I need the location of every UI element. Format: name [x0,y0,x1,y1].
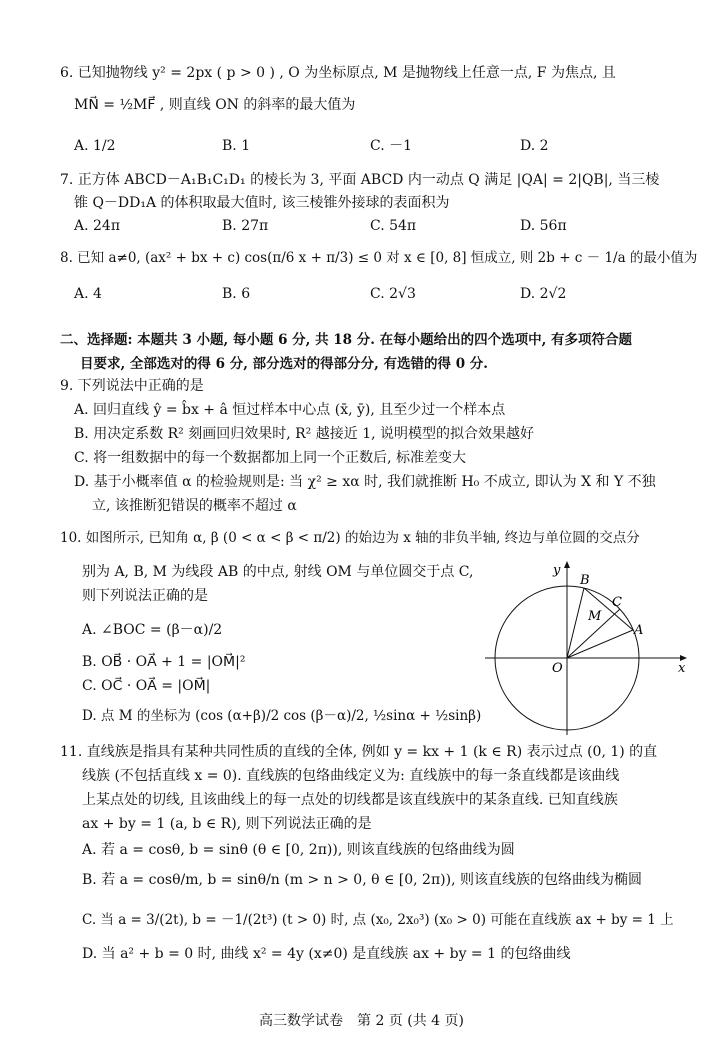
q7-line2: 锥 Q－DD₁A 的体积取最大值时, 该三棱锥外接球的表面积为 [74,195,450,211]
q9-option-a: A. 回归直线 ŷ = b̂x + â 恒过样本中心点 (x̄, ȳ), 且至少过一个样本点 [74,402,506,418]
label-b: B [580,573,590,588]
q7-option-b: B. 27π [222,218,269,234]
page-footer: 高三数学试卷 第 2 页 (共 4 页) [259,1013,464,1029]
q11-option-c: C. 当 a = 3/(2t), b = －1/(2t³) (t > 0) 时, 点 (x₀, 2x₀³) (x₀ > 0) 可能在直线族 ax + by = 1 上 [82,912,674,928]
q9-option-d-line2: 立, 该推断犯错误的概率不超过 α [92,498,297,514]
q6-line1: 6. 已知抛物线 y² = 2px ( p > 0 ) , O 为坐标原点, M 是抛物线上任意一点, F 为焦点, 且 [60,65,616,81]
q11-line2: 线族 (不包括直线 x = 0). 直线族的包络曲线定义为: 直线族中的每一条直线都是该曲线 [82,768,620,784]
q9-stem: 9. 下列说法中正确的是 [60,378,204,394]
segment-oa [567,630,633,658]
q10-line2: 别为 A, B, M 为线段 AB 的中点, 射线 OM 与单位圆交于点 C, [82,564,474,580]
q7-option-a: A. 24π [74,218,121,234]
q6-option-c: C. －1 [370,138,413,154]
q10-line1: 10. 如图所示, 已知角 α, β (0 < α < β < π/2) 的始边为 x 轴的非负半轴, 终边与单位圆的交点分 [60,530,640,546]
q10-option-d: D. 点 M 的坐标为 (cos (α+β)/2 cos (β－α)/2, ½sinα + ½sinβ) [82,708,482,724]
q8-line1: 8. 已知 a≠0, (ax² + bx + c) cos(π/6 x + π/3) ≤ 0 对 x ∈ [0, 8] 恒成立, 则 2b + c － 1/a 的最小值为 [60,250,698,266]
q8-option-b: B. 6 [222,286,251,302]
q8-option-d: D. 2√2 [520,286,567,302]
q10-option-c: C. OC⃗ · OA⃗ = |OM⃗| [82,678,211,694]
q11-option-a: A. 若 a = cosθ, b = sinθ (θ ∈ [0, 2π)), 则该直线族的包络曲线为圆 [82,842,515,858]
q10-option-b: B. OB⃗ · OA⃗ + 1 = |OM⃗|² [82,654,246,670]
q8-option-c: C. 2√3 [370,286,416,302]
section2-line2: 目要求, 全部选对的得 6 分, 部分选对的得部分分, 有选错的得 0 分. [80,356,488,372]
q7-line1: 7. 正方体 ABCD－A₁B₁C₁D₁ 的棱长为 3, 平面 ABCD 内一动点 Q 满足 |QA| = 2|QB|, 当三棱 [60,172,660,188]
label-y: y [553,563,561,578]
q8-option-a: A. 4 [74,286,102,302]
q11-line4: ax + by = 1 (a, b ∈ R), 则下列说法正确的是 [82,816,372,832]
label-c: C [612,595,622,610]
q10-option-a: A. ∠BOC = (β－α)/2 [82,622,223,638]
q7-option-c: C. 54π [370,218,417,234]
q10-line3: 则下列说法正确的是 [82,588,208,604]
q11-line1: 11. 直线族是指具有某种共同性质的直线的全体, 例如 y = kx + 1 (k ∈ R) 表示过点 (0, 1) 的直 [60,744,658,760]
segment-ob [567,588,584,658]
unit-circle-figure [480,560,695,740]
label-m: M [588,609,602,624]
q11-option-b: B. 若 a = cosθ/m, b = sinθ/n (m > n > 0, θ ∈ [0, 2π)), 则该直线族的包络曲线为椭圆 [82,872,642,888]
q11-option-d: D. 当 a² + b = 0 时, 曲线 x² = 4y (x≠0) 是直线族 ax + by = 1 的包络曲线 [82,946,571,962]
y-axis-arrow [564,561,570,568]
q11-line3: 上某点处的切线, 且该曲线上的每一点处的切线都是该直线族中的某条直线. 已知直线族 [82,792,618,808]
label-o: O [552,661,563,676]
q9-option-c: C. 将一组数据中的每一个数据都加上同一个正数后, 标准差变大 [74,450,467,466]
q6-line2: MN⃗ = ½MF⃗ , 则直线 ON 的斜率的最大值为 [74,97,356,113]
label-x: x [678,661,686,676]
label-a: A [634,623,644,638]
q9-option-d-line1: D. 基于小概率值 α 的检验规则是: 当 χ² ≥ xα 时, 我们就推断 H₀ 不成立, 即认为 X 和 Y 不独 [74,474,656,490]
q6-option-a: A. 1/2 [74,138,116,154]
section2-line1: 二、选择题: 本题共 3 小题, 每小题 6 分, 共 18 分. 在每小题给出的四个选项中, 有多项符合题 [60,332,633,348]
q6-option-d: D. 2 [520,138,549,154]
q7-option-d: D. 56π [520,218,567,234]
q9-option-b: B. 用决定系数 R² 刻画回归效果时, R² 越接近 1, 说明模型的拟合效果越好 [74,426,535,442]
q6-option-b: B. 1 [222,138,251,154]
